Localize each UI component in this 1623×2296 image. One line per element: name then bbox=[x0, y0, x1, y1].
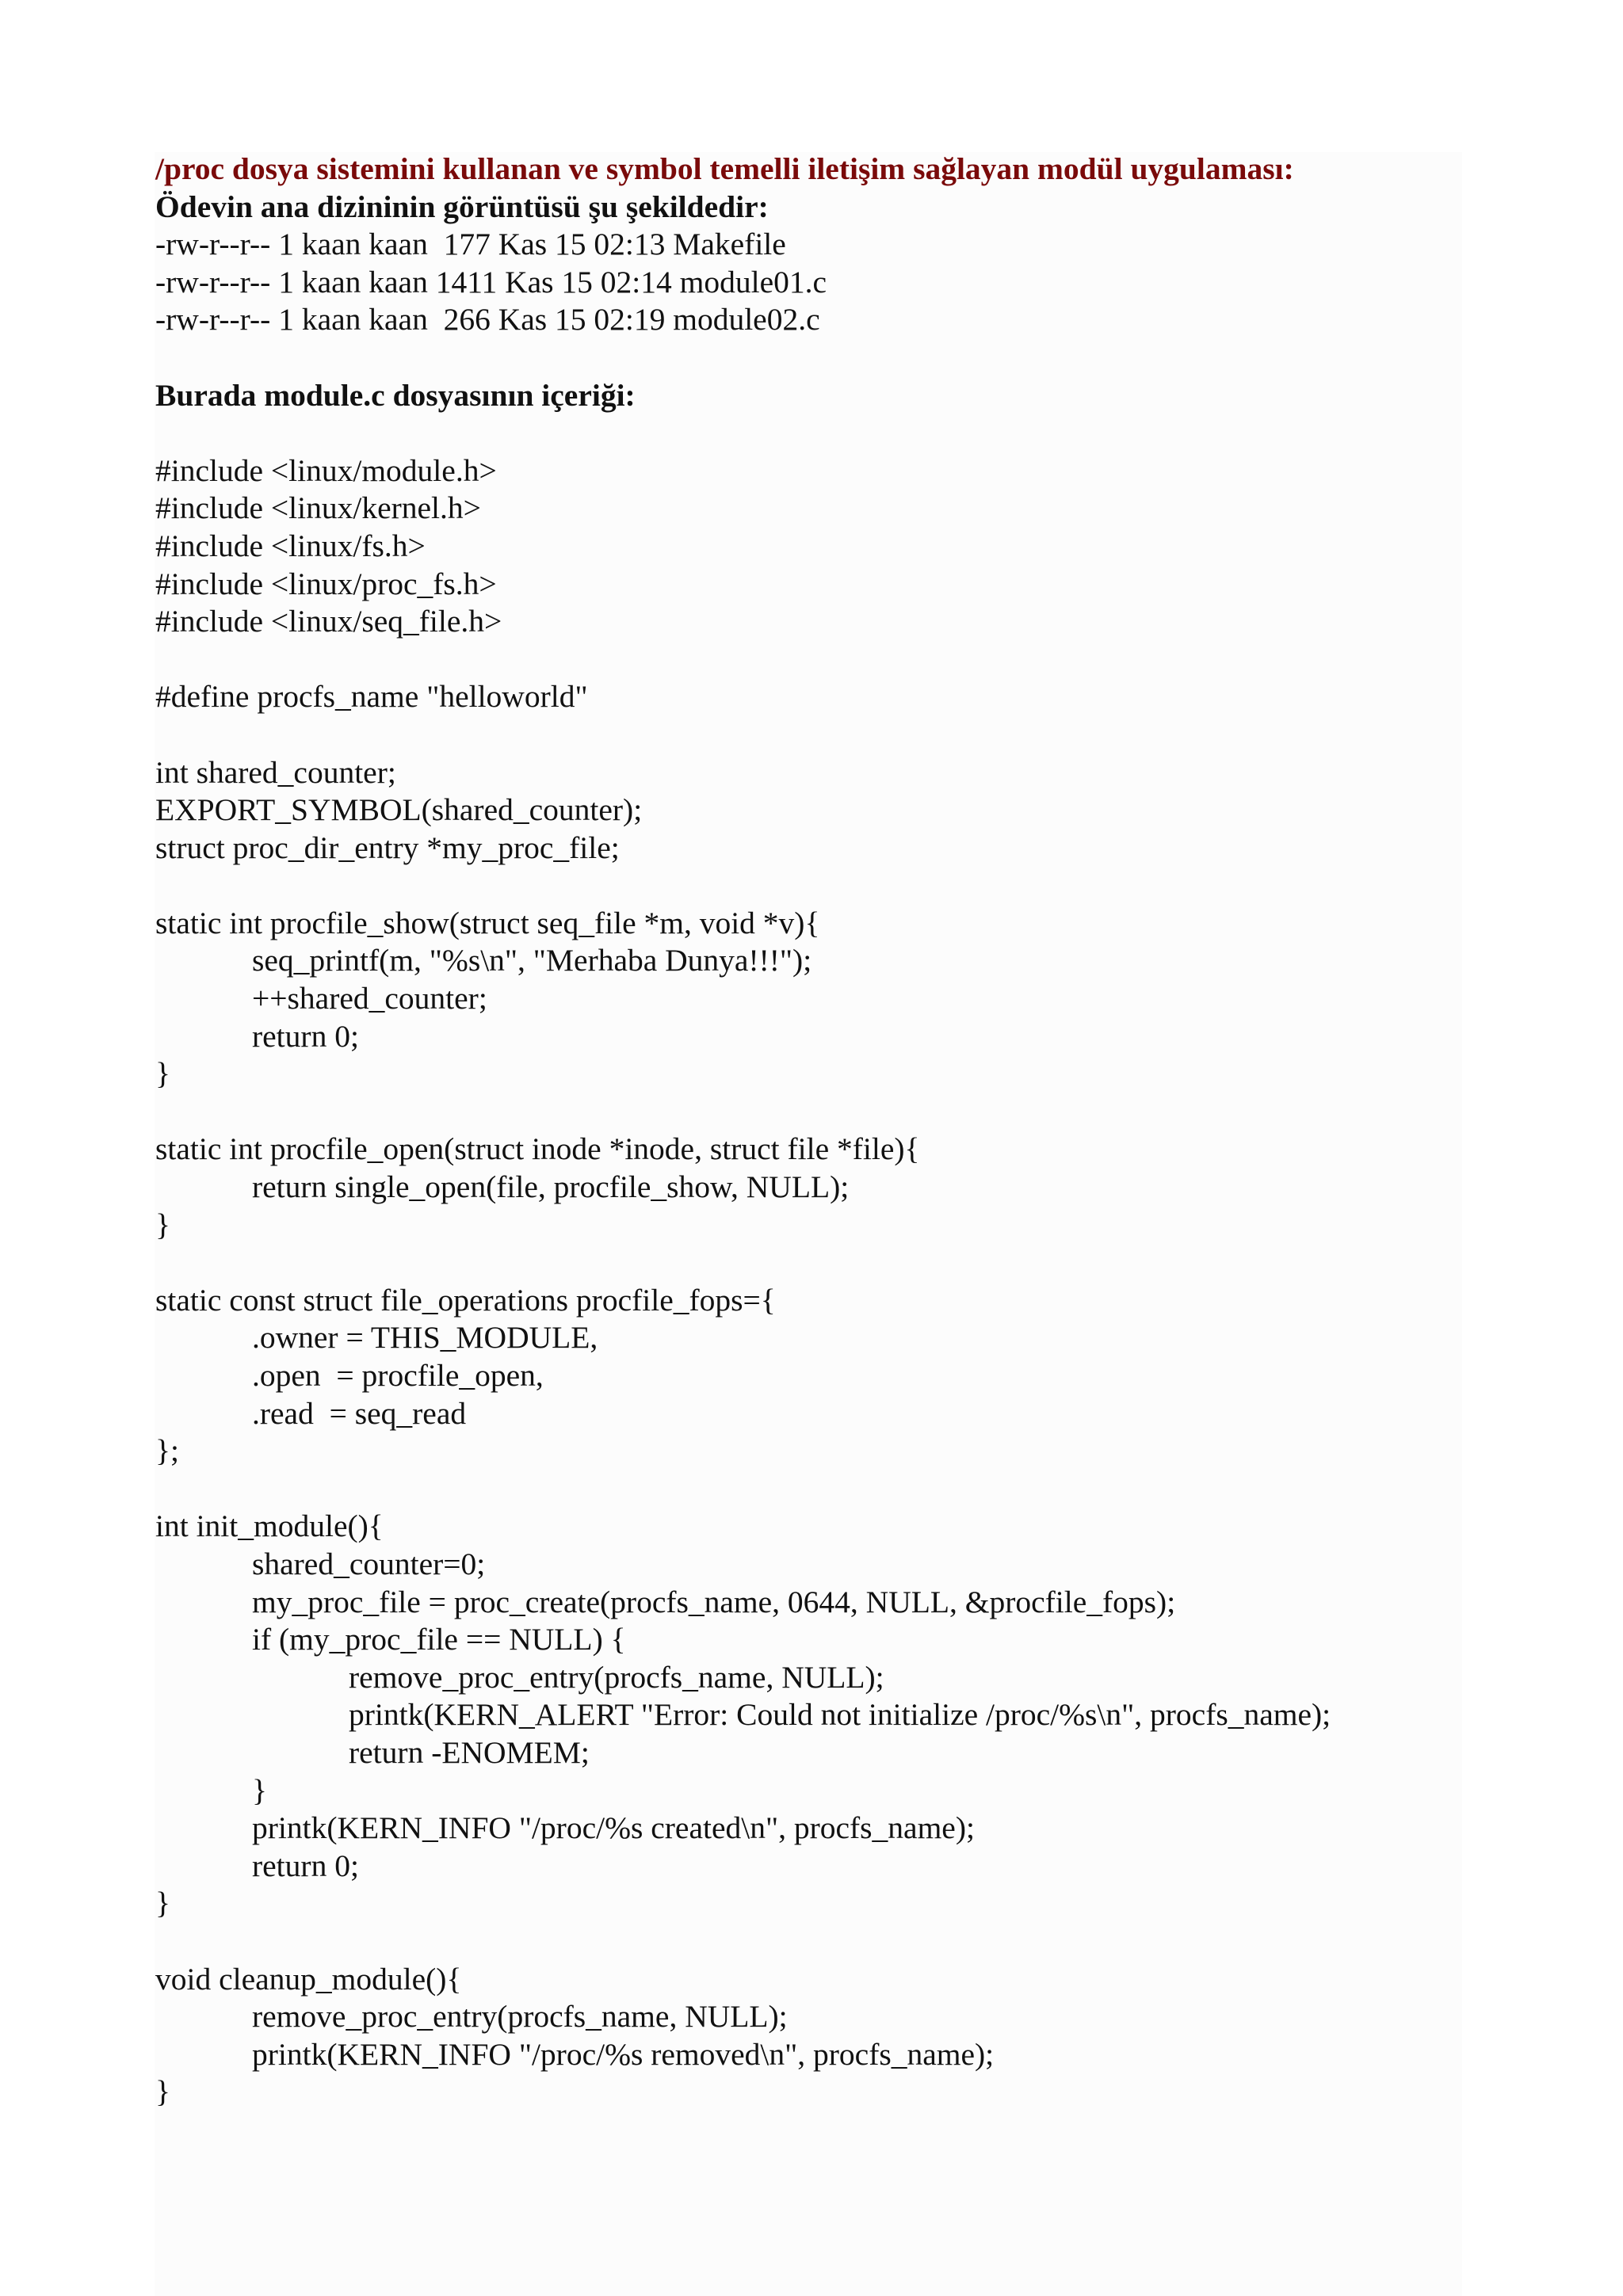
code-line: int shared_counter; bbox=[155, 754, 396, 790]
code-line: if (my_proc_file == NULL) { bbox=[252, 1622, 626, 1657]
code-line: printk(KERN_ALERT "Error: Could not initialize /proc/%s\n", procfs_name); bbox=[349, 1697, 1331, 1733]
code-line: void cleanup_module(){ bbox=[155, 1961, 462, 1997]
code-line: shared_counter=0; bbox=[252, 1546, 486, 1581]
code-block bbox=[155, 452, 1471, 2111]
code-line: return single_open(file, procfile_show, NULL); bbox=[252, 1169, 850, 1205]
code-line: #define procfs_name "helloworld" bbox=[155, 679, 588, 715]
code-line: } bbox=[252, 1772, 267, 1808]
listing-line: -rw-r--r-- 1 kaan kaan 266 Kas 15 02:19 module02.c bbox=[155, 302, 820, 338]
directory-listing bbox=[155, 226, 1471, 339]
code-line: remove_proc_entry(procfs_name, NULL); bbox=[349, 1659, 884, 1695]
code-line: int init_module(){ bbox=[155, 1508, 384, 1544]
code-line: EXPORT_SYMBOL(shared_counter); bbox=[155, 792, 643, 828]
code-line: } bbox=[155, 1056, 170, 1092]
code-line: } bbox=[155, 2074, 170, 2110]
section-heading: Burada module.c dosyasının içeriği: bbox=[155, 377, 636, 413]
code-line: .owner = THIS_MODULE, bbox=[252, 1320, 598, 1356]
blank-line bbox=[155, 716, 1471, 754]
document-body bbox=[155, 151, 1471, 2111]
code-line: printk(KERN_INFO "/proc/%s removed\n", procfs_name); bbox=[252, 2036, 995, 2072]
code-line: #include <linux/fs.h> bbox=[155, 528, 426, 563]
code-line: return -ENOMEM; bbox=[349, 1734, 590, 1770]
code-line: } bbox=[155, 1886, 170, 1921]
code-line: .read = seq_read bbox=[252, 1395, 467, 1431]
code-line: remove_proc_entry(procfs_name, NULL); bbox=[252, 1999, 788, 2035]
code-line: } bbox=[155, 1207, 170, 1242]
listing-line: -rw-r--r-- 1 kaan kaan 1411 Kas 15 02:14 module01.c bbox=[155, 264, 827, 299]
blank-line bbox=[155, 641, 1471, 679]
code-line: }; bbox=[155, 1433, 179, 1469]
code-line: struct proc_dir_entry *my_proc_file; bbox=[155, 830, 620, 865]
blank-line bbox=[155, 867, 1471, 905]
code-line: .open = procfile_open, bbox=[252, 1358, 544, 1393]
listing-line: -rw-r--r-- 1 kaan kaan 177 Kas 15 02:13 Makefile bbox=[155, 227, 786, 262]
blank-line bbox=[155, 1923, 1471, 1961]
code-line: my_proc_file = proc_create(procfs_name, 0644, NULL, &procfile_fops); bbox=[252, 1584, 1176, 1619]
code-line: static int procfile_show(struct seq_file *m, void *v){ bbox=[155, 905, 820, 940]
code-line: #include <linux/kernel.h> bbox=[155, 490, 481, 526]
code-line: #include <linux/proc_fs.h> bbox=[155, 566, 497, 601]
code-line: static const struct file_operations procfile_fops={ bbox=[155, 1282, 776, 1318]
code-line: #include <linux/module.h> bbox=[155, 452, 497, 488]
document-subtitle: Ödevin ana dizininin görüntüsü şu şekildedir: bbox=[155, 189, 769, 224]
code-line: seq_printf(m, "%s\n", "Merhaba Dunya!!!"); bbox=[252, 943, 812, 978]
blank-line bbox=[155, 1244, 1471, 1282]
blank-line bbox=[155, 414, 1471, 452]
code-line: return 0; bbox=[252, 1018, 359, 1054]
blank-line bbox=[155, 339, 1471, 377]
code-line: #include <linux/seq_file.h> bbox=[155, 604, 502, 639]
blank-line bbox=[155, 1470, 1471, 1508]
code-line: static int procfile_open(struct inode *inode, struct file *file){ bbox=[155, 1131, 920, 1167]
document-title: /proc dosya sistemini kullanan ve symbol temelli iletişim sağlayan modül uygulaması: bbox=[155, 151, 1294, 186]
code-line: printk(KERN_INFO "/proc/%s created\n", procfs_name); bbox=[252, 1810, 975, 1846]
code-line: ++shared_counter; bbox=[252, 981, 487, 1016]
blank-line bbox=[155, 1093, 1471, 1131]
code-line: return 0; bbox=[252, 1848, 359, 1883]
